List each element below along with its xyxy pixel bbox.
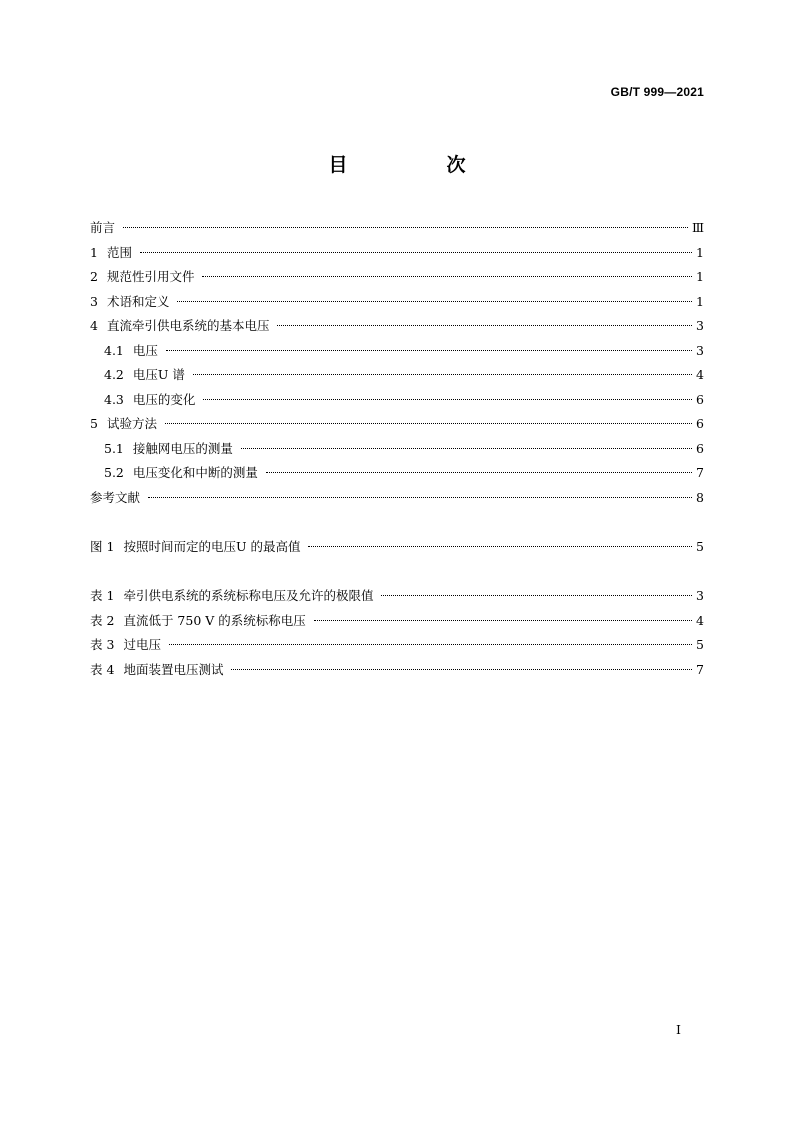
page-number: I: [676, 1022, 681, 1037]
toc-leader: [266, 472, 692, 473]
toc-figure-1[interactable]: [90, 535, 704, 560]
toc-entry-normative-references[interactable]: [90, 265, 704, 290]
toc-entry-page: 6: [696, 440, 704, 456]
toc-entry-4-3[interactable]: [90, 388, 704, 413]
toc-entry-terms-definitions[interactable]: [90, 290, 704, 315]
toc-entry-page: 1: [696, 269, 704, 284]
toc-entry-label: 参考文献: [90, 489, 141, 505]
toc-leader: [277, 325, 692, 326]
toc-entry-label: 按照时间而定的电压U 的最高值: [123, 539, 301, 554]
toc-leader: [177, 301, 692, 302]
toc-entry-number: 2: [90, 269, 98, 284]
toc-entry-label: 电压U 谱: [132, 367, 185, 382]
toc-table-list: [90, 584, 704, 682]
toc-entry-number: 5: [90, 416, 98, 431]
toc-entry-page: 5: [696, 637, 704, 652]
toc-entry-page: 4: [696, 367, 704, 382]
toc-leader: [231, 669, 692, 670]
toc-entry-page: 6: [696, 416, 704, 431]
toc-entry-number: 4.2: [104, 367, 124, 382]
toc-leader: [148, 497, 692, 498]
toc-table-3[interactable]: [90, 633, 704, 658]
toc-entry-number: 表 3: [90, 637, 115, 652]
toc-leader: [193, 374, 692, 375]
toc-entry-number: 1: [90, 244, 98, 260]
toc-entry-label: 前言: [90, 220, 116, 235]
toc-entry-number: 图 1: [90, 539, 115, 554]
toc-entry-scope[interactable]: [90, 241, 704, 266]
toc-leader: [166, 350, 692, 351]
toc-leader: [241, 448, 692, 449]
toc-leader: [381, 595, 692, 596]
toc-entry-label: 接触网电压的测量: [132, 440, 233, 456]
toc-entry-label: 电压: [132, 342, 158, 358]
toc-main-list: [90, 216, 704, 510]
toc-entry-number: 5.2: [104, 465, 124, 480]
toc-entry-label: 范围: [106, 244, 132, 260]
toc-table-4[interactable]: [90, 658, 704, 683]
toc-entry-4-1[interactable]: [90, 339, 704, 364]
toc-leader: [308, 546, 692, 547]
toc-entry-foreword[interactable]: [90, 216, 704, 241]
toc-entry-number: 表 2: [90, 612, 115, 628]
toc-entry-page: 7: [696, 661, 704, 677]
toc-entry-page: 8: [696, 489, 704, 505]
toc-leader: [202, 276, 692, 277]
toc-leader: [123, 227, 688, 228]
toc-entry-page: 6: [696, 391, 704, 407]
toc-entry-number: 4: [90, 318, 98, 333]
toc-entry-page: 5: [696, 539, 704, 554]
toc-entry-page: 3: [696, 588, 704, 603]
toc-entry-label: 直流低于 750 V 的系统标称电压: [123, 612, 306, 628]
toc-entry-basic-voltage[interactable]: [90, 314, 704, 339]
toc-entry-label: 过电压: [123, 637, 161, 652]
toc-entry-5-2[interactable]: [90, 461, 704, 486]
toc-entry-bibliography[interactable]: [90, 486, 704, 511]
page-title: 目 次: [328, 154, 506, 176]
toc-entry-label: 规范性引用文件: [106, 269, 195, 284]
toc-entry-number: 表 1: [90, 588, 115, 603]
toc-entry-label: 电压变化和中断的测量: [132, 465, 258, 480]
toc-entry-label: 牵引供电系统的系统标称电压及允许的极限值: [123, 588, 374, 603]
toc-entry-page: Ⅲ: [691, 220, 704, 235]
toc-entry-page: 3: [696, 318, 704, 333]
toc-leader: [314, 620, 692, 621]
toc-entry-number: 5.1: [104, 440, 124, 456]
toc-table-1[interactable]: [90, 584, 704, 609]
toc-figure-list: [90, 535, 704, 560]
toc-entry-page: 1: [696, 293, 704, 309]
toc-entry-number: 4.1: [104, 342, 124, 358]
toc-leader: [203, 399, 692, 400]
toc-entry-number: 3: [90, 293, 98, 309]
toc-entry-label: 地面装置电压测试: [123, 661, 224, 677]
toc-entry-label: 试验方法: [106, 416, 157, 431]
toc-entry-page: 3: [696, 342, 704, 358]
toc-entry-page: 1: [696, 244, 704, 260]
toc-entry-label: 电压的变化: [132, 391, 196, 407]
toc-entry-4-2[interactable]: [90, 363, 704, 388]
toc-entry-label: 直流牵引供电系统的基本电压: [106, 318, 270, 333]
toc-table-2[interactable]: [90, 609, 704, 634]
toc-entry-page: 4: [696, 612, 704, 628]
toc-entry-5-1[interactable]: [90, 437, 704, 462]
toc-entry-label: 术语和定义: [106, 293, 170, 309]
toc-entry-number: 4.3: [104, 391, 124, 407]
toc-entry-number: 表 4: [90, 661, 115, 677]
toc-entry-test-methods[interactable]: [90, 412, 704, 437]
toc-entry-page: 7: [696, 465, 704, 480]
toc-leader: [165, 423, 692, 424]
toc-leader: [140, 252, 692, 253]
standard-number: GB/T 999—2021: [610, 85, 704, 99]
toc-leader: [169, 644, 692, 645]
